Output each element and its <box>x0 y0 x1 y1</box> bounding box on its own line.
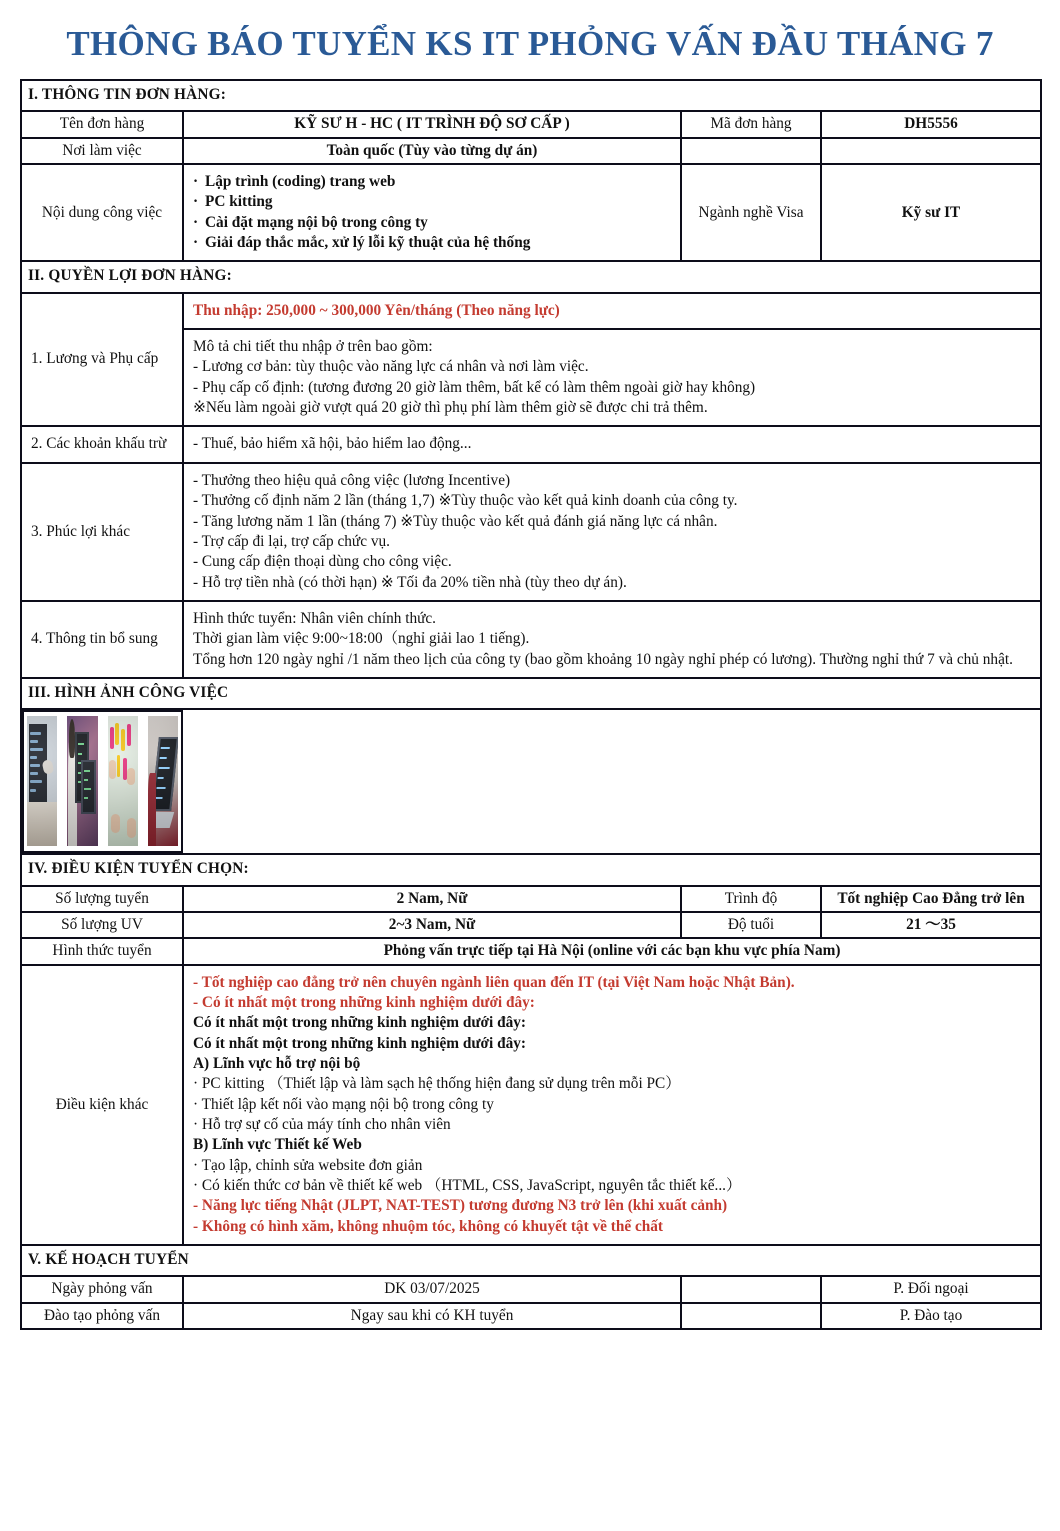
benefits-label: 3. Phúc lợi khác <box>21 463 183 601</box>
page-title: THÔNG BÁO TUYỂN KS IT PHỎNG VẤN ĐẦU THÁNG 7 <box>66 24 994 63</box>
list-item: - Không có hình xăm, không nhuộm tóc, không có khuyết tật về thể chất <box>193 1217 664 1235</box>
table-row <box>21 1303 1041 1329</box>
section-4-heading: IV. ĐIỀU KIỆN TUYỂN CHỌN: <box>21 854 1041 885</box>
other-conditions-list <box>183 965 1041 1245</box>
interview-form-value: Phỏng vấn trực tiếp tại Hà Nội (online với các bạn khu vực phía Nam) <box>183 938 1041 964</box>
education-level-label: Trình độ <box>681 886 821 912</box>
interview-owner-value: P. Đối ngoại <box>821 1276 1041 1302</box>
monitor-screen <box>75 732 89 804</box>
laptop-screen <box>151 737 178 811</box>
visa-label: Ngành nghề Visa <box>681 164 821 261</box>
desk-surface <box>27 802 57 846</box>
bullet-dot-icon: · <box>193 173 199 191</box>
pointing-arm <box>42 760 55 776</box>
section-1-header-row <box>21 80 1041 111</box>
table-row <box>21 463 1041 601</box>
list-item: - Cung cấp điện thoại dùng cho công việc. <box>193 553 452 571</box>
bullet-dot-icon: · <box>193 193 199 211</box>
order-code-label: Mã đơn hàng <box>681 111 821 137</box>
other-conditions-label: Điều kiện khác <box>21 965 183 1245</box>
education-level-value: Tốt nghiệp Cao Đẳng trở lên <box>821 886 1041 912</box>
list-item: · Lập trình (coding) trang web <box>193 172 671 192</box>
text-line: - Phụ cấp cố định: (tương đương 20 giờ làm thêm, bất kể có làm thêm ngoài giờ hay không) <box>193 378 756 396</box>
list-item: - Tốt nghiệp cao đẳng trở nên chuyên ngành liên quan đến IT (tại Việt Nam hoặc Nhật Bản). <box>193 973 795 991</box>
table-row <box>21 601 1041 678</box>
person-hair <box>69 719 76 758</box>
quota-label: Số lượng tuyển <box>21 886 183 912</box>
job-content-list <box>183 164 681 261</box>
person-silhouette <box>68 727 77 847</box>
list-item: - Thưởng cố định năm 2 lần (tháng 1,7) ※Tùy thuộc vào kết quả kinh doanh của công ty. <box>193 492 738 510</box>
age-label: Độ tuổi <box>681 912 821 938</box>
person-foreground <box>148 773 156 846</box>
list-item: - Trợ cấp đi lại, trợ cấp chức vụ. <box>193 532 390 550</box>
table-row <box>21 912 1041 938</box>
photo-strip <box>22 710 183 853</box>
additional-info-label: 4. Thông tin bổ sung <box>21 601 183 678</box>
list-item: Có ít nhất một trong những kinh nghiệm dưới đây: <box>193 1014 526 1032</box>
list-item: - Hỗ trợ tiền nhà (có thời hạn) ※ Tối đa 20% tiền nhà (tùy theo dự án). <box>193 573 627 591</box>
deductions-value: - Thuế, bảo hiểm xã hội, bảo hiểm lao động... <box>183 426 1041 462</box>
text-line: Hình thức tuyển: Nhân viên chính thức. <box>193 609 437 627</box>
list-item: B) Lĩnh vực Thiết kế Web <box>193 1136 362 1154</box>
training-date-label: Đào tạo phỏng vấn <box>21 1303 183 1329</box>
list-item: · Có kiến thức cơ bản về thiết kế web （HTML, CSS, JavaScript, nguyên tắc thiết kế...） <box>193 1177 742 1195</box>
salary-detail-list <box>183 329 1041 426</box>
list-item: · PC kitting （Thiết lập và làm sạch hệ thống hiện đang sử dụng trên mỗi PC） <box>193 1075 681 1093</box>
interview-date-value: DK 03/07/2025 <box>183 1276 681 1302</box>
quota-value: 2 Nam, Nữ <box>183 886 681 912</box>
training-date-value: Ngay sau khi có KH tuyển <box>183 1303 681 1329</box>
empty-cell <box>821 138 1041 164</box>
photo-woman-coding-dual-screens <box>67 716 97 846</box>
bullet-dot-icon: · <box>193 234 199 252</box>
table-row <box>21 164 1041 261</box>
salary-label: 1. Lương và Phụ cấp <box>21 293 183 427</box>
table-row <box>21 1276 1041 1302</box>
bullet-dot-icon: · <box>193 213 199 231</box>
order-name-label: Tên đơn hàng <box>21 111 183 137</box>
list-item: - Năng lực tiếng Nhật (JLPT, NAT-TEST) tương đương N3 trở lên (khi xuất cảnh) <box>193 1197 728 1215</box>
section-5-heading: V. KẾ HOẠCH TUYỂN <box>21 1245 1041 1276</box>
interview-date-label: Ngày phỏng vấn <box>21 1276 183 1302</box>
table-row <box>21 293 1041 329</box>
deductions-label: 2. Các khoản khấu trừ <box>21 426 183 462</box>
list-item: · Cài đặt mạng nội bộ trong công ty <box>193 213 671 233</box>
bottom-spacer <box>20 1330 1040 1344</box>
table-row <box>21 111 1041 137</box>
list-item: · Hỗ trợ sự cố của máy tính cho nhân viên <box>193 1116 451 1134</box>
section-2-header-row <box>21 261 1041 292</box>
visa-value: Kỹ sư IT <box>821 164 1041 261</box>
text-line: Tổng hơn 120 ngày nghỉ /1 năm theo lịch của công ty (bao gồm khoảng 10 ngày nghỉ phép có lương). Thường nghỉ thứ 7 và chủ nhật. <box>193 650 1013 668</box>
list-item: Có ít nhất một trong những kinh nghiệm dưới đây: <box>193 1034 526 1052</box>
benefits-list <box>183 463 1041 601</box>
laptop-keyboard <box>150 812 173 828</box>
section-2-heading: II. QUYỀN LỢI ĐƠN HÀNG: <box>21 261 1041 292</box>
training-owner-value: P. Đào tạo <box>821 1303 1041 1329</box>
text-line: Thời gian làm việc 9:00~18:00（nghỉ giải lao 1 tiếng). <box>193 630 530 648</box>
empty-cell <box>681 1303 821 1329</box>
uv-quota-label: Số lượng UV <box>21 912 183 938</box>
photo-team-sticky-notes-planning <box>108 716 138 846</box>
section-4-header-row <box>21 854 1041 885</box>
section-1-heading: I. THÔNG TIN ĐƠN HÀNG: <box>21 80 1041 111</box>
empty-cell <box>681 138 821 164</box>
interview-form-label: Hình thức tuyển <box>21 938 183 964</box>
list-item: A) Lĩnh vực hỗ trợ nội bộ <box>193 1055 361 1072</box>
table-row <box>21 886 1041 912</box>
list-item: - Thưởng theo hiệu quả công việc (lương Incentive) <box>193 471 511 489</box>
section-1-table <box>20 79 1042 1330</box>
text-line: Mô tả chi tiết thu nhập ở trên bao gồm: <box>193 338 433 356</box>
list-item: · Giải đáp thắc mắc, xử lý lỗi kỹ thuật của hệ thống <box>193 233 671 253</box>
text-line: - Lương cơ bản: tùy thuộc vào năng lực cá nhân và nơi làm việc. <box>193 358 589 376</box>
order-name-value: KỸ SƯ H - HC ( IT TRÌNH ĐỘ SƠ CẤP ) <box>183 111 681 137</box>
photo-strip-row <box>21 709 1041 854</box>
workplace-label: Nơi làm việc <box>21 138 183 164</box>
empty-cell <box>681 1276 821 1302</box>
job-content-label: Nội dung công việc <box>21 164 183 261</box>
table-row <box>21 938 1041 964</box>
workplace-value: Toàn quốc (Tùy vào từng dự án) <box>183 138 681 164</box>
list-item: - Có ít nhất một trong những kinh nghiệm dưới đây: <box>193 993 535 1011</box>
table-row <box>21 138 1041 164</box>
photo-developer-pointing-at-code-monitor <box>27 716 57 846</box>
uv-quota-value: 2~3 Nam, Nữ <box>183 912 681 938</box>
table-row <box>21 426 1041 462</box>
table-row <box>21 965 1041 1245</box>
section-3-heading: III. HÌNH ẢNH CÔNG VIỆC <box>21 678 1041 709</box>
list-item: · Tạo lập, chỉnh sửa website đơn giản <box>193 1156 423 1174</box>
list-item: - Tăng lương năm 1 lần (tháng 7) ※Tùy thuộc vào kết quả đánh giá năng lực cá nhân. <box>193 512 718 530</box>
list-item: · PC kitting <box>193 192 671 212</box>
salary-highlight: Thu nhập: 250,000 ~ 300,000 Yên/tháng (Theo năng lực) <box>183 293 1041 329</box>
photo-hands-typing-on-laptop <box>148 716 178 846</box>
monitor-screen <box>29 724 47 805</box>
additional-info-list <box>183 601 1041 678</box>
age-value: 21 ～35 <box>821 912 1041 938</box>
text-line: ※Nếu làm ngoài giờ vượt quá 20 giờ thì phụ phí làm thêm giờ sẽ được chi trả thêm. <box>193 399 708 417</box>
section-5-header-row <box>21 1245 1041 1276</box>
laptop-screen <box>81 760 95 813</box>
order-code-value: DH5556 <box>821 111 1041 137</box>
section-3-header-row <box>21 678 1041 709</box>
list-item: · Thiết lập kết nối vào mạng nội bộ trong công ty <box>193 1095 494 1113</box>
